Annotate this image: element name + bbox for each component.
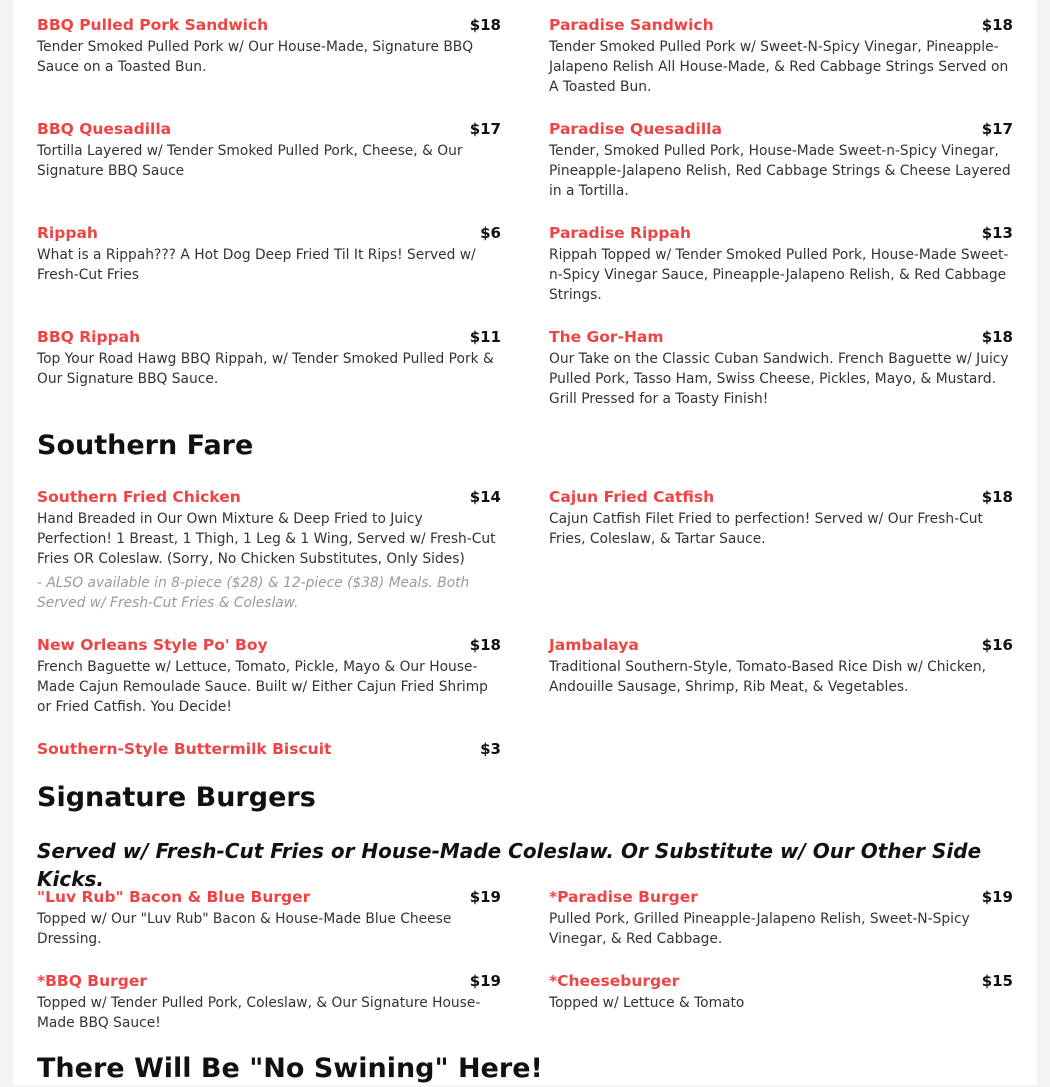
item-price: $13 — [981, 224, 1013, 242]
item-name: BBQ Rippah — [37, 328, 141, 346]
section-title-signature-burgers: Signature Burgers — [37, 782, 316, 813]
menu-item — [549, 15, 1013, 97]
item-description: Cajun Catfish Filet Fried to perfection! Served w/ Our Fresh-Cut Fries, Coleslaw, & Tartar Sauce. — [549, 511, 983, 547]
menu-item — [37, 119, 501, 181]
item-name: Paradise Quesadilla — [549, 120, 722, 138]
item-name: Southern-Style Buttermilk Biscuit — [37, 740, 332, 758]
menu-item — [37, 15, 501, 77]
item-price: $18 — [469, 16, 501, 34]
section-title-no-swining: There Will Be "No Swining" Here! — [37, 1053, 543, 1084]
menu-item — [37, 887, 501, 949]
item-description: Topped w/ Lettuce & Tomato — [549, 995, 745, 1011]
item-price: $14 — [469, 488, 501, 506]
item-description: Hand Breaded in Our Own Mixture & Deep Fried to Juicy Perfection! 1 Breast, 1 Thigh, 1 Leg & 1 Wing, Served w/ Fresh-Cut Fries OR Coleslaw. (Sorry, No Chicken Substitutes, Only Sides) — [37, 511, 496, 567]
item-price: $16 — [981, 636, 1013, 654]
item-description: What is a Rippah??? A Hot Dog Deep Fried Til It Rips! Served w/ Fresh-Cut Fries — [37, 247, 476, 283]
item-name: New Orleans Style Po' Boy — [37, 636, 268, 654]
menu-item — [549, 327, 1013, 409]
item-name: BBQ Quesadilla — [37, 120, 172, 138]
item-name: Southern Fried Chicken — [37, 488, 241, 506]
section-title-southern-fare: Southern Fare — [37, 430, 254, 461]
menu-item — [549, 487, 1013, 549]
menu-item — [37, 971, 501, 1033]
menu-item — [549, 971, 1013, 1013]
item-price: $19 — [469, 888, 501, 906]
item-description: Top Your Road Hawg BBQ Rippah, w/ Tender Smoked Pulled Pork & Our Signature BBQ Sauce. — [37, 351, 494, 387]
item-description: Pulled Pork, Grilled Pineapple-Jalapeno Relish, Sweet-N-Spicy Vinegar, & Red Cabbage. — [549, 911, 970, 947]
item-price: $6 — [480, 224, 501, 242]
item-price: $11 — [469, 328, 501, 346]
item-description: Tender, Smoked Pulled Pork, House-Made Sweet-n-Spicy Vinegar, Pineapple-Jalapeno Relish, Red Cabbage Strings & Cheese Layered in a Tortilla. — [549, 143, 1011, 199]
menu-item — [549, 223, 1013, 305]
item-description: French Baguette w/ Lettuce, Tomato, Pickle, Mayo & Our House-Made Cajun Remoulade Sauce. Built w/ Either Cajun Fried Shrimp or Fried Catfish. You Decide! — [37, 659, 488, 715]
item-name: Jambalaya — [549, 636, 639, 654]
menu-item — [549, 887, 1013, 949]
item-name: Cajun Fried Catfish — [549, 488, 715, 506]
menu-item — [37, 327, 501, 389]
item-price: $18 — [469, 636, 501, 654]
menu-item — [37, 739, 501, 759]
item-price: $18 — [981, 488, 1013, 506]
item-name: The Gor-Ham — [549, 328, 664, 346]
item-name: *BBQ Burger — [37, 972, 148, 990]
menu-item — [37, 223, 501, 285]
item-description: Tender Smoked Pulled Pork w/ Our House-Made, Signature BBQ Sauce on a Toasted Bun. — [37, 39, 474, 75]
item-name: Paradise Sandwich — [549, 16, 714, 34]
menu-item — [549, 635, 1013, 697]
item-price: $19 — [981, 888, 1013, 906]
item-price: $19 — [469, 972, 501, 990]
item-price: $15 — [981, 972, 1013, 990]
item-description: Topped w/ Tender Pulled Pork, Coleslaw, & Our Signature House-Made BBQ Sauce! — [37, 995, 481, 1031]
item-description: Traditional Southern-Style, Tomato-Based Rice Dish w/ Chicken, Andouille Sausage, Shrimp, Rib Meat, & Vegetables. — [549, 659, 987, 695]
item-name: *Cheeseburger — [549, 972, 680, 990]
item-description: Topped w/ Our "Luv Rub" Bacon & House-Made Blue Cheese Dressing. — [37, 911, 452, 947]
section-subtitle: Served w/ Fresh-Cut Fries or House-Made Coleslaw. Or Substitute w/ Our Other Side Kicks. — [37, 839, 982, 891]
item-name: Paradise Rippah — [549, 224, 691, 242]
item-description: Tender Smoked Pulled Pork w/ Sweet-N-Spicy Vinegar, Pineapple-Jalapeno Relish All House-Made, & Red Cabbage Strings Served on A Toasted Bun. — [549, 39, 1009, 95]
item-name: BBQ Pulled Pork Sandwich — [37, 16, 269, 34]
item-name: Rippah — [37, 224, 98, 242]
menu-item — [37, 487, 501, 613]
item-note: - ALSO available in 8-piece ($28) & 12-piece ($38) Meals. Both Served w/ Fresh-Cut Fries & Coleslaw. — [37, 575, 470, 611]
item-price: $3 — [480, 740, 501, 758]
item-price: $17 — [981, 120, 1013, 138]
menu-item — [37, 635, 501, 717]
item-price: $18 — [981, 328, 1013, 346]
item-price: $18 — [981, 16, 1013, 34]
item-description: Tortilla Layered w/ Tender Smoked Pulled Pork, Cheese, & Our Signature BBQ Sauce — [37, 143, 463, 179]
item-price: $17 — [469, 120, 501, 138]
menu-item — [549, 119, 1013, 201]
item-description: Rippah Topped w/ Tender Smoked Pulled Pork, House-Made Sweet-n-Spicy Vinegar Sauce, Pineapple-Jalapeno Relish, & Red Cabbage Strings. — [549, 247, 1009, 303]
item-name: *Paradise Burger — [549, 888, 698, 906]
item-name: "Luv Rub" Bacon & Blue Burger — [37, 888, 311, 906]
item-description: Our Take on the Classic Cuban Sandwich. French Baguette w/ Juicy Pulled Pork, Tasso Ham, Swiss Cheese, Pickles, Mayo, & Mustard. Grill Pressed for a Toasty Finish! — [549, 351, 1009, 407]
